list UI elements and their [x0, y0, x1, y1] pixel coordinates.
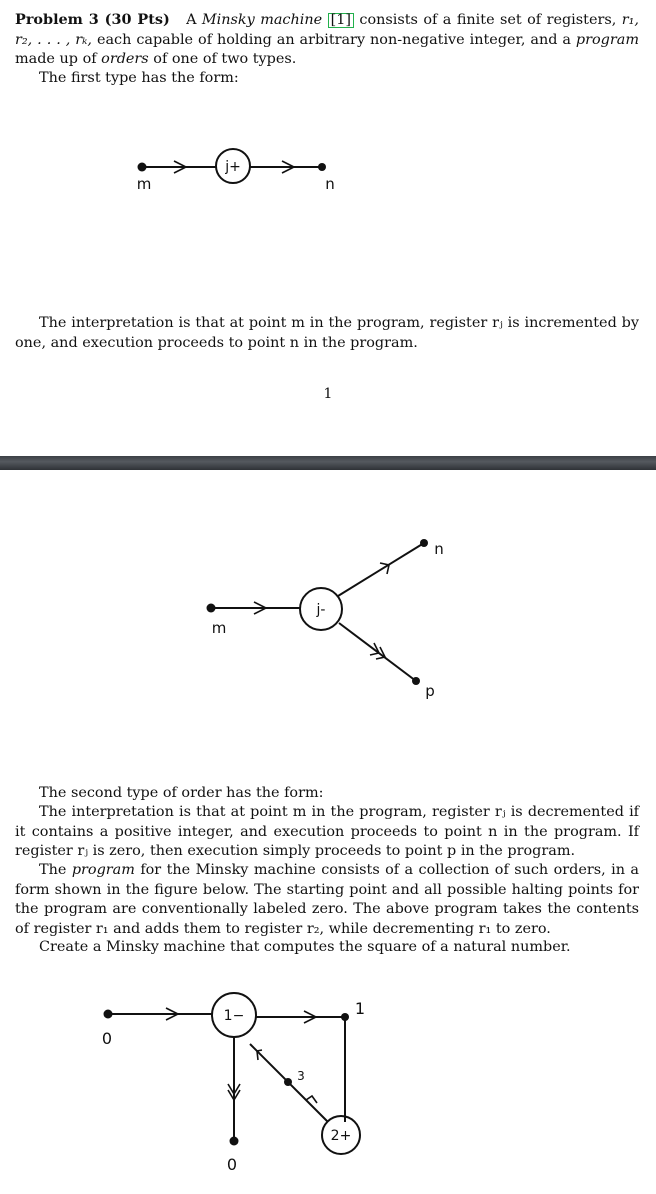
label-p: p: [425, 682, 435, 700]
label-n: n: [434, 540, 444, 558]
label-three: 3: [297, 1069, 305, 1083]
term-program-2: program: [71, 862, 135, 878]
label-start-zero: 0: [101, 1029, 113, 1048]
label-one: 1: [354, 999, 366, 1018]
first-type-text: The first type has the form:: [39, 70, 239, 86]
label-n: n: [325, 175, 335, 193]
increment-order-diagram: [0, 130, 656, 330]
second-type-text: The second type of order has the form:: [39, 785, 324, 801]
label-m: m: [211, 619, 227, 637]
pdf-page-2: [0, 470, 656, 1194]
term-orders: orders: [101, 51, 149, 67]
interpretation-1: The interpretation is that at point m in the program, register rⱼ is incremented by one, and execution proceeds to point n in the program.: [15, 315, 639, 351]
interpretation-2: The interpretation is that at point m in the program, register rⱼ is decremented if it contains a positive integer, and execution proceeds to point n in the program. If register rⱼ is zero, then execution simply proceeds to point p in the program.: [15, 804, 639, 859]
example-program-diagram: [0, 984, 656, 1194]
register-list: r₁, r₂, . . . , rₖ,: [15, 12, 639, 48]
term-program: program: [575, 31, 639, 48]
problem-label: Problem 3 (30 Pts): [15, 11, 170, 28]
pdf-page-1: [0, 0, 656, 456]
page-number: 1: [323, 386, 333, 402]
task-text: Create a Minsky machine that computes the square of a natural number.: [39, 939, 571, 955]
label-m: m: [136, 175, 152, 193]
page-separator: [0, 456, 656, 470]
term-minsky-machine: Minsky machine: [201, 12, 323, 28]
node-j-minus: j-: [316, 602, 326, 618]
node-1-minus: 1−: [223, 1008, 245, 1024]
node-j-plus: j+: [225, 159, 241, 175]
decrement-order-diagram: [0, 510, 656, 770]
problem-intro: Problem 3 (30 Pts) A Minsky machine [1] consists of a finite set of registers, r₁, r₂, . . . , rₖ, each capable of holding an arbitrary non-negative integer, and a program made up of orders of one of two types.: [15, 11, 639, 67]
node-2-plus: 2+: [330, 1128, 352, 1144]
citation-link[interactable]: [1]: [328, 13, 354, 28]
label-halt-zero: 0: [226, 1155, 238, 1174]
program-description: The program for the Minsky machine consists of a collection of such orders, in a form shown in the figure below. The starting point and all possible halting points for the program are conventionally labeled zero. The above program takes the contents of register r₁ and adds them to register r₂, while decrementing r₁ to zero.: [15, 862, 639, 937]
